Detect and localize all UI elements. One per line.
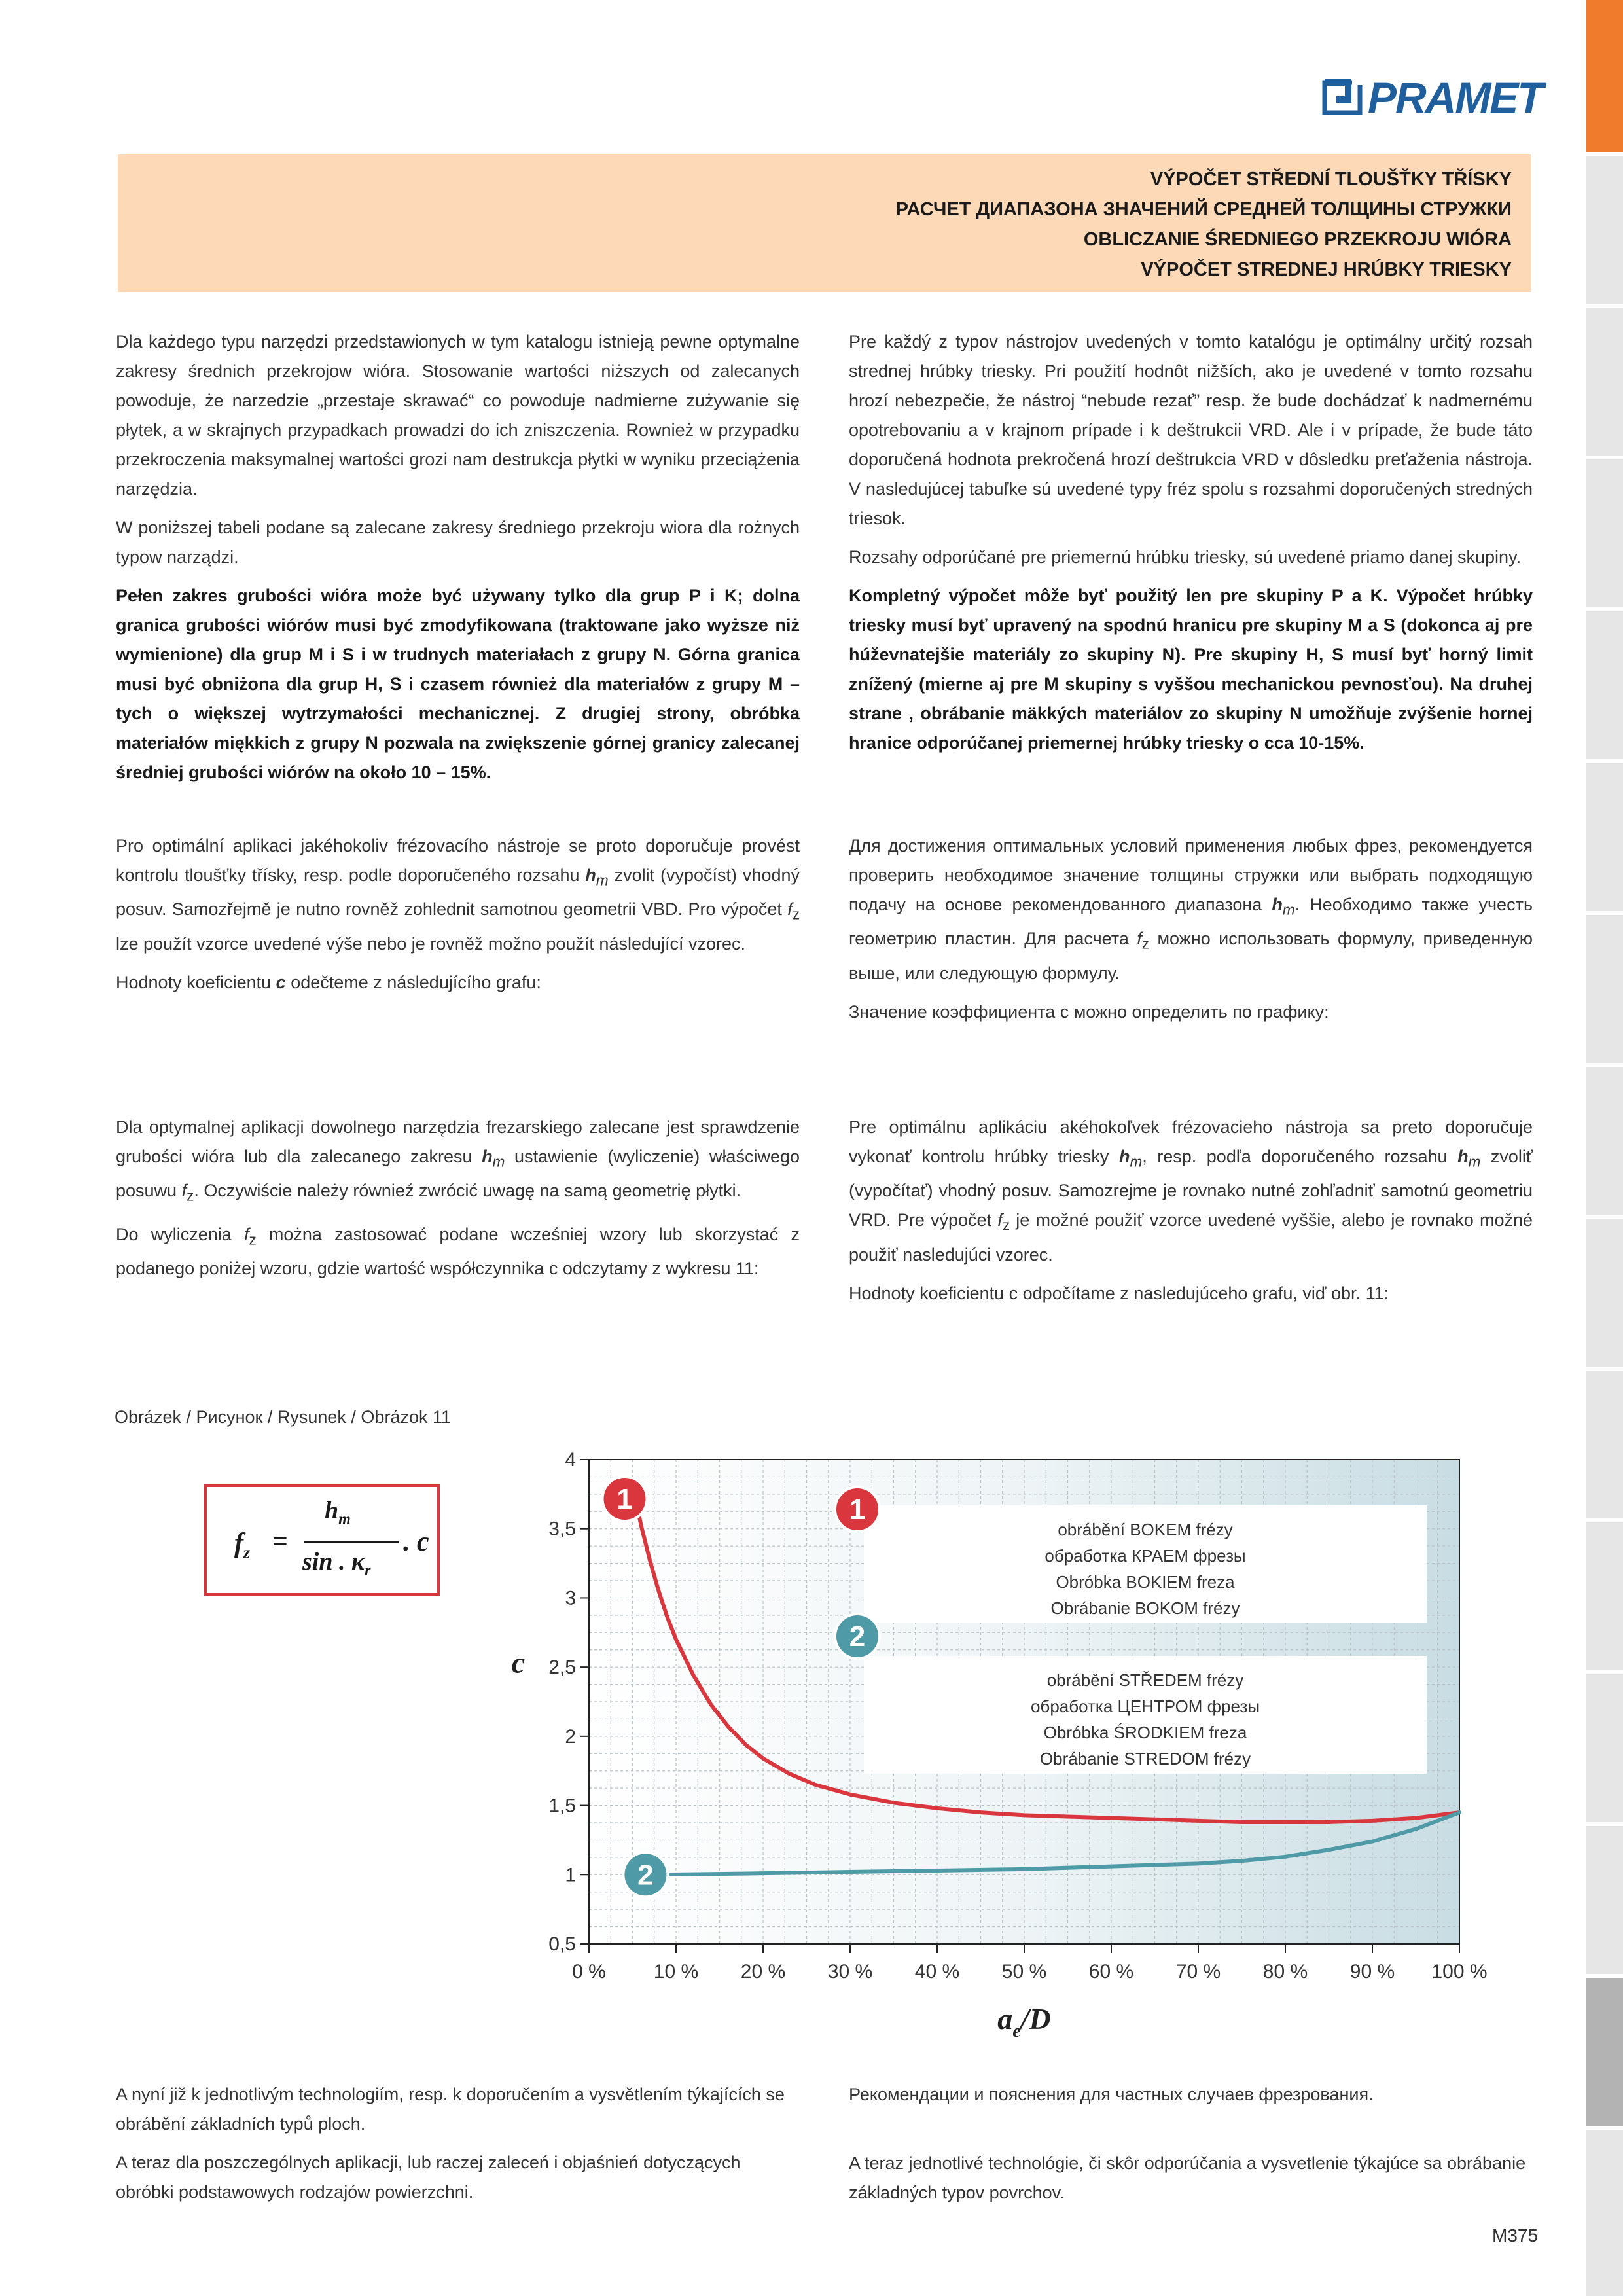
intro-slovak-column	[849, 327, 1533, 758]
closing-left-column	[116, 2080, 800, 2207]
paragraph: Do wyliczenia $f_z$ można zastosować podane wcześniej wzory lub skorzystać z podanego poniżej wzoru, gdzie wartość współczynnika c odczytamy z wykresu 11:	[116, 1224, 800, 1279]
slovak-column	[849, 1113, 1533, 1308]
section-tab	[1586, 1067, 1623, 1215]
formula-box	[204, 1484, 440, 1596]
legend-text: Obrábanie BOKOM frézy	[1050, 1598, 1240, 1618]
legend-text: Obróbka ŚRODKIEM freza	[1043, 1723, 1247, 1742]
section-tab	[1586, 1674, 1623, 1822]
formula-tail: . c	[403, 1527, 429, 1557]
x-tick-label: 60 %	[1088, 1961, 1134, 1982]
title-band	[118, 154, 1531, 292]
legend-text: обработка ЦЕНТРОМ фрезы	[1030, 1696, 1260, 1716]
figure-caption: Obrázek / Рисунок / Rysunek / Obrázok 11	[115, 1407, 452, 1427]
page-number: M375	[1492, 2225, 1539, 2246]
x-tick-label: 10 %	[653, 1961, 699, 1982]
section-tab	[1586, 1522, 1623, 1670]
y-tick-label: 2,5	[548, 1657, 576, 1679]
x-tick-label: 30 %	[827, 1961, 873, 1982]
coefficient-chart	[458, 1440, 1488, 2042]
current-chapter-tab	[1586, 1978, 1623, 2126]
y-tick-label: 2	[565, 1725, 576, 1748]
title-czech: VÝPOČET STŘEDNÍ TLOUŠŤKY TŘÍSKY	[1150, 169, 1512, 190]
legend-text: Obróbka BOKIEM freza	[1056, 1572, 1235, 1592]
title-russian: РАСЧЕТ ДИАПАЗОНА ЗНАЧЕНИЙ СРЕДНЕЙ ТОЛЩИНЫ СТРУЖКИ	[895, 199, 1512, 220]
paragraph-bold: Kompletný výpočet môže byť použitý len pre skupiny P a K. Výpočet hrúbky triesky musí byť upravený na spodnú hranicu pre skupiny M a S (dokonca aj pre húževnatejšie materiály zo skupiny N). Pre skupiny H, S musí byť horný limit znížený (mierne aj pre M skupiny s vyššou mechanickou pevnosťou). Na druhej strane , obrábanie mäkkých materiálov zo skupiny N umožňuje zvýšenie hornej hranice odporúčanej priemernej hrúbky triesky o cca 10-15%.	[849, 586, 1533, 753]
x-tick-label: 40 %	[914, 1961, 960, 1982]
paragraph: Значение коэффициента с можно определить по графику:	[849, 1001, 1329, 1022]
pramet-logo-icon	[1322, 77, 1363, 118]
polish-column	[116, 1113, 800, 1283]
series-2-marker-label: 2	[637, 1859, 654, 1892]
legend-text: обработка КРАЕМ фрезы	[1044, 1546, 1246, 1566]
section-tab	[1586, 611, 1623, 759]
title-polish: OBLICZANIE ŚREDNIEGO PRZEKROJU WIÓRA	[1083, 229, 1512, 250]
section-tab	[1586, 763, 1623, 911]
paragraph: A teraz jednotlivé technológie, či skôr odporúčania a vysvetlenie týkajúce sa obrábanie základných typov povrchov.	[849, 2153, 1526, 2202]
paragraph: Для достижения оптимальных условий применения любых фрез, рекомендуется проверить необходимое значение толщины стружки или выбрать подходящую подачу на основе рекомендованного диапазона $h_m$. Необходимо также учесть геометрию пластин. Для расчета $f_z$ можно использовать формулу, приведенную выше, или следующую формулу.	[849, 836, 1533, 983]
section-tab	[1586, 156, 1623, 304]
x-tick-label: 50 %	[1001, 1961, 1047, 1982]
section-tab	[1586, 308, 1623, 456]
paragraph: A nyní již k jednotlivým technologiím, resp. k doporučením a vysvětlením týkajících se obrábění základních typů ploch.	[116, 2085, 785, 2134]
paragraph: W poniższej tabeli podane są zalecane zakresy średniego przekroju wiora dla rożnych typow narządzi.	[116, 518, 800, 567]
y-tick-label: 1	[565, 1864, 576, 1886]
y-tick-label: 1,5	[548, 1795, 576, 1817]
paragraph: Rozsahy odporúčané pre priemernú hrúbku triesky, sú uvedené priamo danej skupiny.	[849, 547, 1522, 567]
paragraph: Pro optimální aplikaci jakéhokoliv frézovacího nástroje se proto doporučuje provést kontrolu tloušťky třísky, resp. podle doporučeného rozsahu $h_m$ zvolit (vypočíst) vhodný posuv. Samozřejmě je nutno rovněž zohlednit samotnou geometrii VBD. Pro výpočet $f_z$ lze použít vzorce uvedené výše nebo je rovněž možno použít následující vzorec.	[116, 836, 800, 954]
legend-1-marker-label: 1	[849, 1494, 866, 1526]
y-axis-label: c	[511, 1645, 526, 1679]
formula-equals: =	[272, 1527, 288, 1557]
series-1-marker-label: 1	[616, 1483, 633, 1515]
legend-text: Obrábanie STREDOM frézy	[1039, 1749, 1251, 1768]
paragraph: Pre každý z typov nástrojov uvedených v tomto katalógu je optimálny určitý rozsah strednej hrúbky triesky. Pri použití hodnôt nižších, ako je uvedené v tomto rozsahu hrozí nebezpečie, že nástroj “nebude rezať” resp. že bude dochádzať k nadmernému opotrebovaniu a v krajnom prípade i k deštrukcii VRD. Ale i v prípade, že bude táto doporučená hodnota prekročená hrozí deštrukcia VRD v dôsledku preťaženia nástroja. V nasledujúcej tabuľke sú uvedené typy fréz spolu s rozsahmi doporučených stredných triesok.	[849, 332, 1533, 528]
paragraph: Hodnoty koeficientu c odpočítame z nasledujúceho grafu, viď obr. 11:	[849, 1283, 1389, 1303]
paragraph: Рекомендации и пояснения для частных случаев фрезрования.	[849, 2085, 1374, 2104]
legend-text: obrábění BOKEM frézy	[1058, 1520, 1233, 1539]
intro-polish-column	[116, 327, 800, 787]
paragraph: Dla optymalnej aplikacji dowolnego narzędzia frezarskiego zalecane jest sprawdzenie grubości wióra lub dla zalecanego zakresu $h_m$ ustawienie (wyliczenie) właściwego posuwu $f_z$. Oczywiście należy równieź zwrócić uwagę na samą geometrię płytki.	[116, 1117, 800, 1204]
closing-right-column	[849, 2080, 1533, 2208]
legend-2-marker-label: 2	[849, 1621, 866, 1653]
section-tab	[1586, 915, 1623, 1063]
paragraph-bold: Pełen zakres grubości wióra może być używany tylko dla grup P i K; dolna granica grubości wiórów musi być zmodyfikowana (traktowane jako wyższe niż wymienione) dla grup M i S i w trudnych materiałach z grupy N. Górna granica musi być obniżona dla grup H, S i czasem również dla materiałów z grupy M – tych o większej wytrzymałości mechanicznej. Z drugiej strony, obróbka materiałów miękkich z grupy N pozwala na zwiększenie górnej granicy zalecanej średniej grubości wiórów na około 10 – 15%.	[116, 586, 800, 782]
x-tick-label: 80 %	[1262, 1961, 1308, 1982]
paragraph: A teraz dla poszczególnych aplikacji, lub raczej zaleceń i objaśnień dotyczących obróbki podstawowych rodzajów powierzchni.	[116, 2153, 741, 2202]
x-tick-label: 0 %	[572, 1961, 606, 1982]
section-tab	[1586, 2130, 1623, 2296]
section-tab	[1586, 459, 1623, 607]
pramet-logo-text: PRAMET	[1368, 73, 1543, 122]
russian-column	[849, 831, 1533, 1027]
active-section-tab	[1586, 0, 1623, 152]
formula-fraction-bar	[304, 1541, 399, 1543]
section-tab	[1586, 1371, 1623, 1518]
czech-column	[116, 831, 800, 997]
paragraph: Hodnoty koeficientu c odečteme z následujícího grafu:	[116, 972, 541, 992]
chart-svg	[458, 1440, 1488, 2042]
formula-numerator: $h_m$	[325, 1497, 351, 1528]
title-slovak: VÝPOČET STREDNEJ HRÚBKY TRIESKY	[1141, 259, 1512, 280]
x-tick-label: 100 %	[1431, 1961, 1488, 1982]
x-axis-label: $a_e/D$	[997, 2002, 1051, 2041]
section-tab-strip	[1586, 0, 1623, 2296]
formula-denominator: sin . $\kappa_r$	[302, 1548, 371, 1579]
y-tick-label: 3	[565, 1587, 576, 1609]
pramet-logo	[1322, 73, 1548, 122]
paragraph: Dla każdego typu narzędzi przedstawionych w tym katalogu istnieją pewne optymalne zakresy średnich przekrojow wióra. Stosowanie wartości niższych od zalecanych powoduje, że narzedzie „przestaje skrawać“ co powoduje nadmierne zużywanie się płytek, a w skrajnych przypadkach prowadzi do ich zniszczenia. Rownież w przypadku przekroczenia maksymalnej wartości grozi nam destrukcja płytki w wyniku przeciążenia narzędzia.	[116, 332, 800, 499]
y-tick-label: 3,5	[548, 1518, 576, 1540]
x-tick-label: 90 %	[1349, 1961, 1395, 1982]
legend-text: obrábění STŘEDEM frézy	[1046, 1670, 1244, 1690]
y-tick-label: 4	[565, 1449, 576, 1471]
x-tick-label: 70 %	[1175, 1961, 1221, 1982]
formula-lhs: $f_z$	[234, 1528, 251, 1562]
section-tab	[1586, 1826, 1623, 1974]
paragraph: Pre optimálnu aplikáciu akéhokoľvek frézovacieho nástroja sa preto doporučuje vykonať kontrolu hrúbky triesky $h_m$, resp. podľa doporučeného rozsahu $h_m$ zvoliť (vypočítať) vhodný posuv. Samozrejme je rovnako nutné zohľadniť samotnú geometriu VRD. Pre výpočet $f_z$ je možné použiť vzorce uvedené vyššie, alebo je rovnako možné použiť nasledujúci vzorec.	[849, 1117, 1533, 1265]
x-tick-label: 20 %	[740, 1961, 786, 1982]
section-tab	[1586, 1219, 1623, 1367]
y-tick-label: 0,5	[548, 1933, 576, 1955]
